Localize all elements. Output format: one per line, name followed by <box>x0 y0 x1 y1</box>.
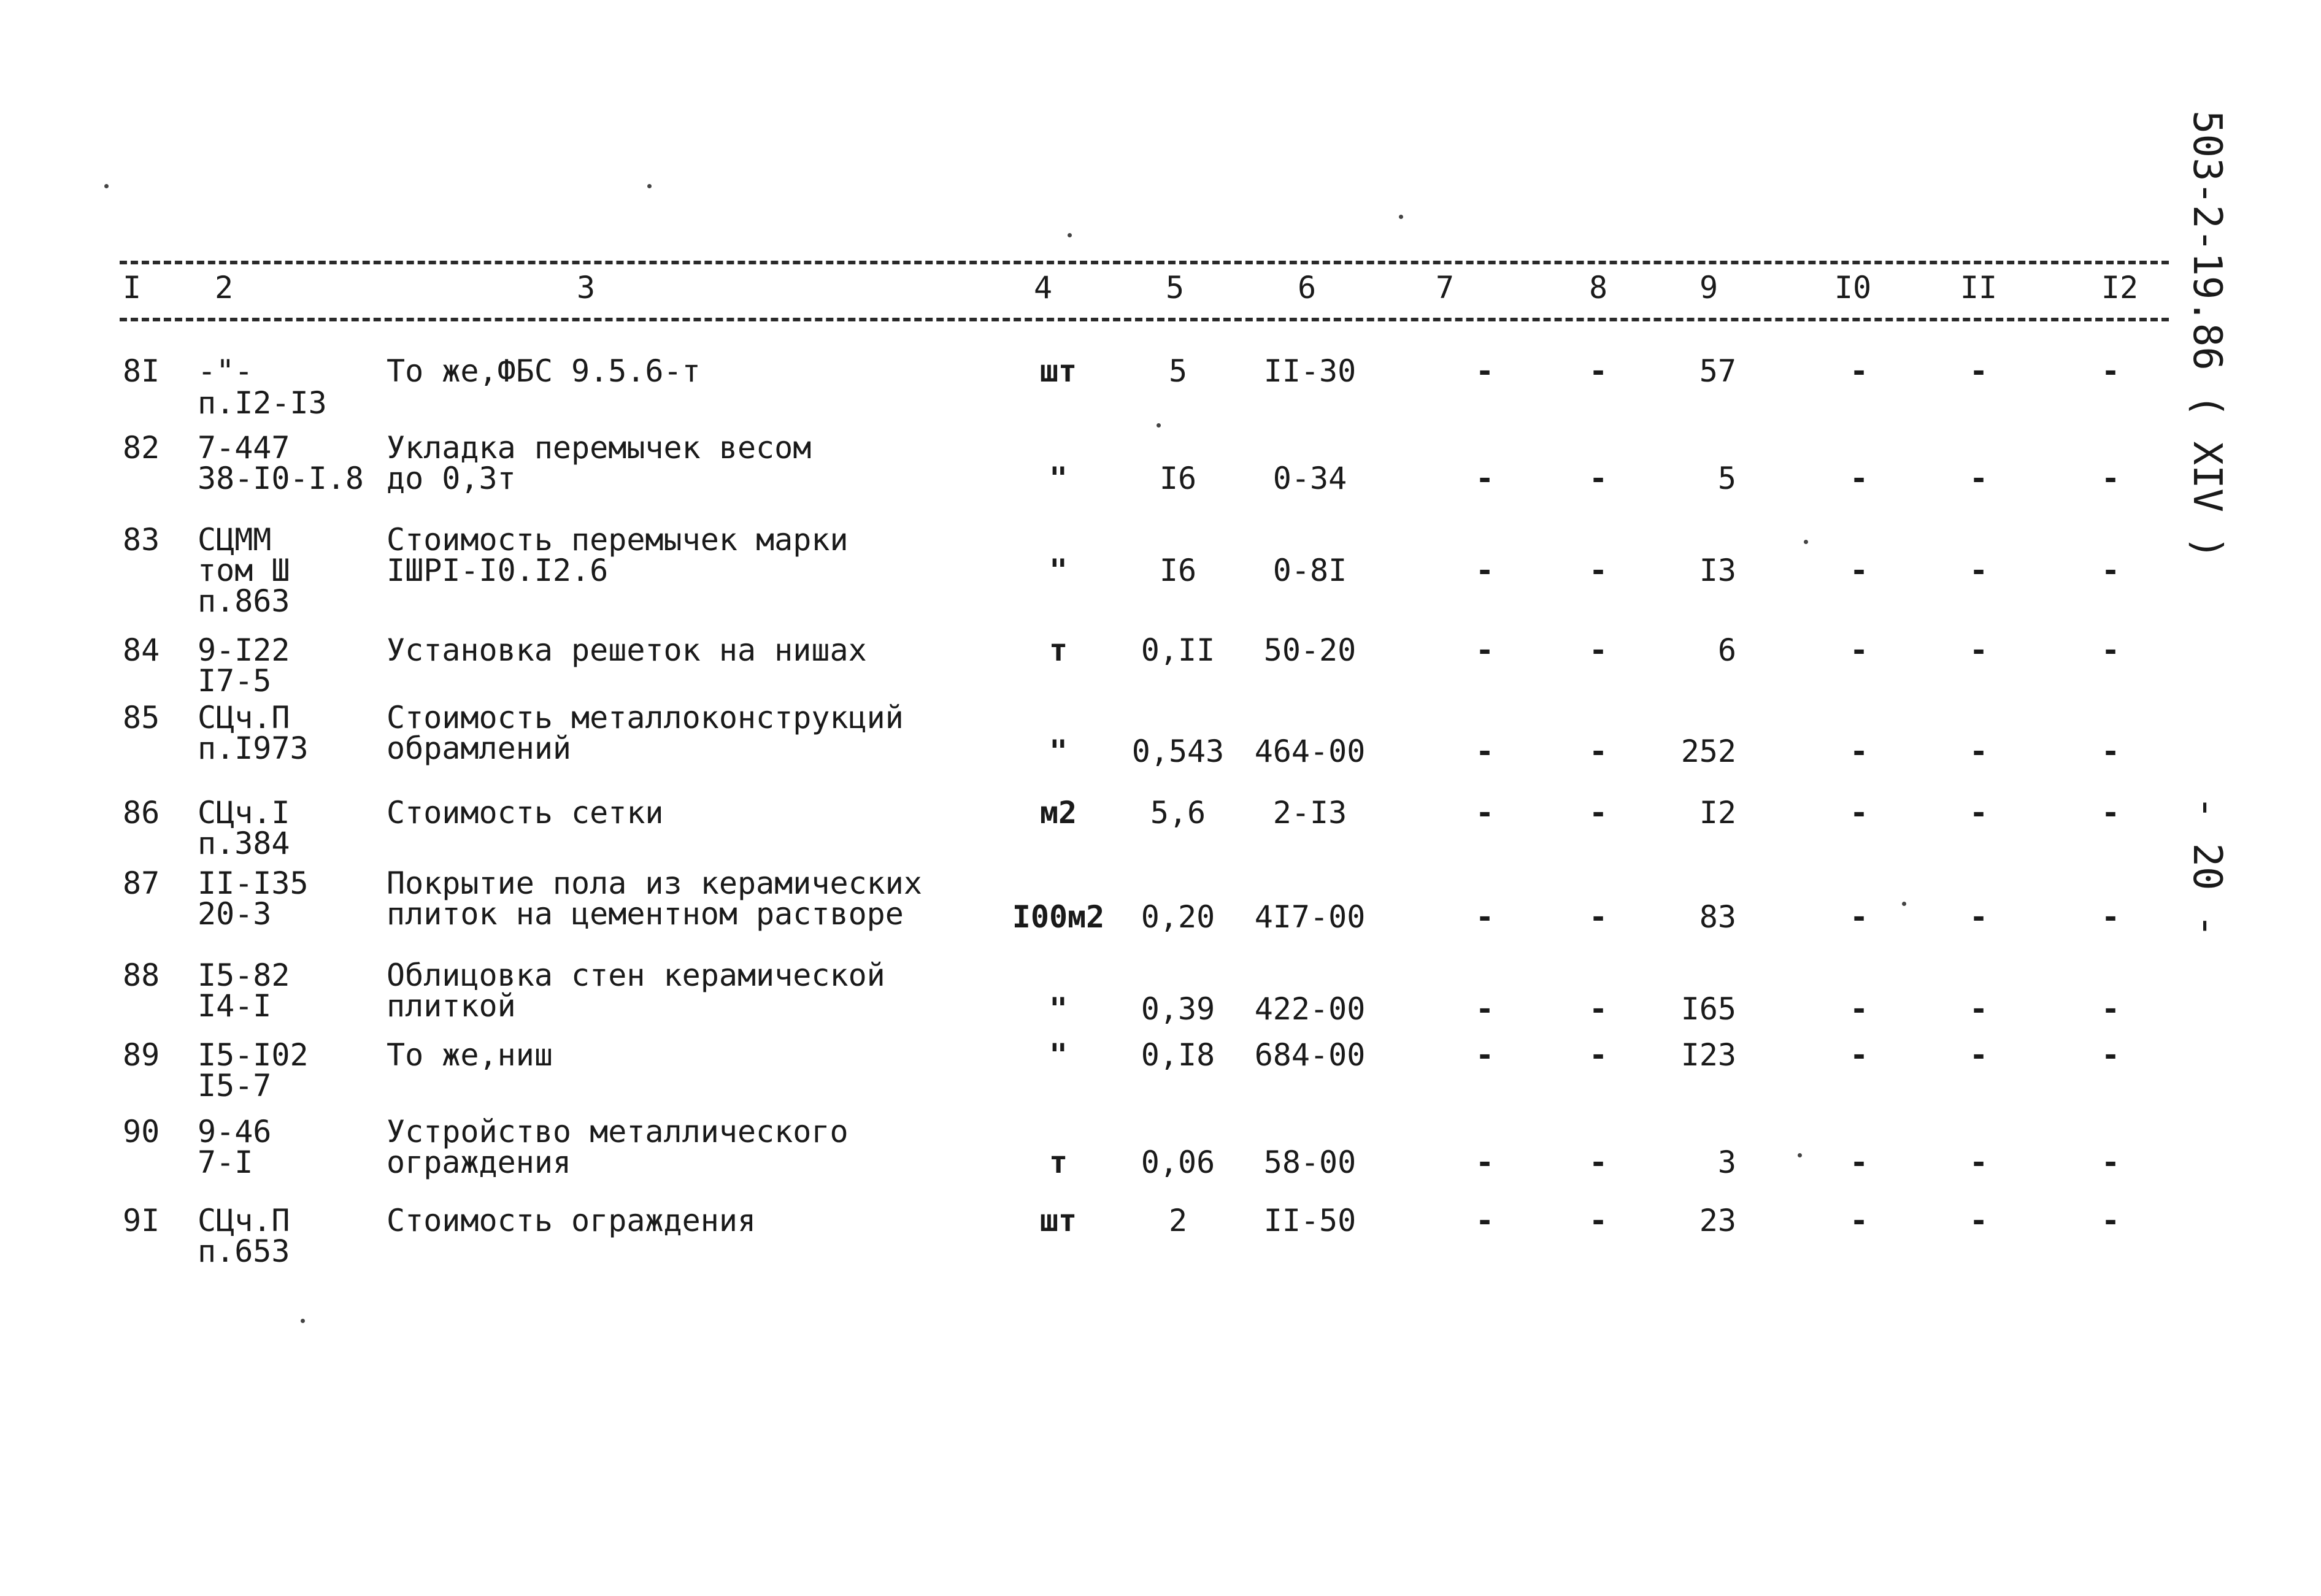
work-description-line1: Стоимость сетки <box>387 795 664 831</box>
total-cost: I3 <box>1699 553 1736 588</box>
quantity: 0,I8 <box>1141 1037 1215 1073</box>
work-description-line1: То же,ниш <box>387 1037 553 1073</box>
norm-code-line1: I5-82 <box>198 957 290 993</box>
col11-value: - <box>1969 734 1988 769</box>
total-cost: 3 <box>1717 1145 1736 1180</box>
norm-code-line2: том Ш <box>198 553 290 588</box>
scan-speck <box>647 184 652 188</box>
col7-value: - <box>1475 1145 1495 1180</box>
unit-price: 0-8I <box>1272 553 1347 588</box>
row-number: 8I <box>123 353 160 389</box>
col12-value: - <box>2101 795 2120 831</box>
unit-of-measure: " <box>1049 1037 1068 1073</box>
norm-code-line1: СЦММ <box>198 522 272 558</box>
norm-code-line2: I5-7 <box>198 1068 272 1103</box>
unit-of-measure: м2 <box>1039 795 1077 831</box>
col10-value: - <box>1849 353 1869 389</box>
total-cost: I2 <box>1699 795 1736 831</box>
column-header-8: 8 <box>1588 270 1608 305</box>
work-description-line2: до 0,3т <box>387 461 516 496</box>
unit-price: 2-I3 <box>1272 795 1347 831</box>
row-number: 82 <box>123 430 160 466</box>
col7-value: - <box>1475 899 1495 935</box>
unit-of-measure: I00м2 <box>1012 899 1105 935</box>
col12-value: - <box>2101 899 2120 935</box>
col11-value: - <box>1969 899 1988 935</box>
col8-value: - <box>1588 353 1608 389</box>
scan-speck <box>301 1319 305 1323</box>
col10-value: - <box>1849 461 1869 496</box>
norm-code-line1: СЦч.I <box>198 795 290 831</box>
column-header-1: I <box>122 270 142 305</box>
work-description-line1: Стоимость ограждения <box>387 1203 756 1238</box>
quantity: 0,II <box>1141 632 1215 668</box>
col11-value: - <box>1969 1203 1988 1238</box>
col8-value: - <box>1588 899 1608 935</box>
col11-value: - <box>1969 795 1988 831</box>
col8-value: - <box>1588 553 1608 588</box>
col8-value: - <box>1588 1037 1608 1073</box>
total-cost: 83 <box>1699 899 1736 935</box>
column-header-11: II <box>1960 270 1998 305</box>
scan-speck <box>1798 1153 1802 1157</box>
norm-code-line1: II-I35 <box>198 865 309 901</box>
col10-value: - <box>1849 734 1869 769</box>
row-number: 87 <box>123 865 160 901</box>
col11-value: - <box>1969 1037 1988 1073</box>
unit-price: II-50 <box>1263 1203 1357 1238</box>
work-description-line2: плиток на цементном растворе <box>387 896 904 932</box>
unit-of-measure: шт <box>1039 1203 1077 1238</box>
unit-of-measure: т <box>1049 632 1068 668</box>
col7-value: - <box>1475 795 1495 831</box>
col8-value: - <box>1588 1203 1608 1238</box>
total-cost: 6 <box>1717 632 1736 668</box>
unit-of-measure: шт <box>1039 353 1077 389</box>
work-description-line1: Установка решеток на нишах <box>387 632 867 668</box>
unit-price: 58-00 <box>1263 1145 1357 1180</box>
col8-value: - <box>1588 632 1608 668</box>
total-cost: I23 <box>1680 1037 1736 1073</box>
unit-of-measure: " <box>1049 991 1068 1027</box>
col7-value: - <box>1475 991 1495 1027</box>
norm-code-line1: 9-46 <box>198 1114 272 1149</box>
col12-value: - <box>2101 1145 2120 1180</box>
work-description-line1: Облицовка стен керамической <box>387 957 885 993</box>
work-description-line2: обрамлений <box>387 731 572 766</box>
unit-of-measure: " <box>1049 553 1068 588</box>
col11-value: - <box>1969 353 1988 389</box>
scan-speck <box>104 184 109 188</box>
col12-value: - <box>2101 734 2120 769</box>
scan-speck <box>1157 423 1161 428</box>
norm-code-line2: 20-3 <box>198 896 272 932</box>
column-header-12: I2 <box>2101 270 2139 305</box>
norm-code-line2: I7-5 <box>198 663 272 699</box>
work-description-line2: плиткой <box>387 988 516 1024</box>
quantity: I6 <box>1159 461 1197 496</box>
column-header-9: 9 <box>1699 270 1719 305</box>
row-number: 83 <box>123 522 160 558</box>
unit-price: 684-00 <box>1254 1037 1366 1073</box>
column-header-10: I0 <box>1834 270 1872 305</box>
work-description-line1: Укладка перемычек весом <box>387 430 812 466</box>
norm-code-line2: п.I973 <box>198 731 309 766</box>
col10-value: - <box>1849 795 1869 831</box>
unit-price: 0-34 <box>1272 461 1347 496</box>
norm-code-line1: 9-I22 <box>198 632 290 668</box>
row-number: 84 <box>123 632 160 668</box>
row-number: 89 <box>123 1037 160 1073</box>
unit-price: 50-20 <box>1263 632 1357 668</box>
norm-code-line2: п.653 <box>198 1233 290 1269</box>
column-header-4: 4 <box>1033 270 1053 305</box>
col10-value: - <box>1849 553 1869 588</box>
norm-code-line2: п.I2-I3 <box>198 385 327 421</box>
work-description-line2: ограждения <box>387 1145 572 1180</box>
unit-price: 4I7-00 <box>1254 899 1366 935</box>
scan-speck <box>1399 215 1403 219</box>
total-cost: 23 <box>1699 1203 1736 1238</box>
header-bottom-rule <box>120 318 2169 321</box>
quantity: 5,6 <box>1150 795 1206 831</box>
norm-code-line1: I5-I02 <box>198 1037 309 1073</box>
work-description-line1: Стоимость металлоконструкций <box>387 700 904 735</box>
scan-speck <box>1068 233 1072 237</box>
row-number: 86 <box>123 795 160 831</box>
total-cost: 5 <box>1717 461 1736 496</box>
col8-value: - <box>1588 795 1608 831</box>
norm-code-line1: 7-447 <box>198 430 290 466</box>
col12-value: - <box>2101 1037 2120 1073</box>
col10-value: - <box>1849 899 1869 935</box>
column-header-6: 6 <box>1297 270 1317 305</box>
column-header-3: 3 <box>576 270 596 305</box>
unit-of-measure: " <box>1049 734 1068 769</box>
col10-value: - <box>1849 1037 1869 1073</box>
col12-value: - <box>2101 353 2120 389</box>
col12-value: - <box>2101 991 2120 1027</box>
document-code-stamp: 503-2-19.86 ( XIV ) - 20 - <box>2184 110 2230 938</box>
col8-value: - <box>1588 461 1608 496</box>
scan-speck <box>1804 540 1808 544</box>
col10-value: - <box>1849 1203 1869 1238</box>
row-number: 88 <box>123 957 160 993</box>
scan-speck <box>1902 902 1906 906</box>
col12-value: - <box>2101 1203 2120 1238</box>
work-description-line2: IШРI-I0.I2.6 <box>387 553 609 588</box>
col7-value: - <box>1475 1203 1495 1238</box>
quantity: I6 <box>1159 553 1197 588</box>
col7-value: - <box>1475 461 1495 496</box>
col8-value: - <box>1588 991 1608 1027</box>
col11-value: - <box>1969 461 1988 496</box>
col11-value: - <box>1969 1145 1988 1180</box>
col7-value: - <box>1475 553 1495 588</box>
col12-value: - <box>2101 461 2120 496</box>
total-cost: 252 <box>1680 734 1736 769</box>
col10-value: - <box>1849 991 1869 1027</box>
quantity: 0,39 <box>1141 991 1215 1027</box>
norm-code-line1: СЦч.П <box>198 700 290 735</box>
row-number: 90 <box>123 1114 160 1149</box>
unit-price: 422-00 <box>1254 991 1366 1027</box>
col7-value: - <box>1475 734 1495 769</box>
norm-code-line2: I4-I <box>198 988 272 1024</box>
norm-code-line2: п.384 <box>198 826 290 861</box>
col7-value: - <box>1475 353 1495 389</box>
quantity: 5 <box>1168 353 1188 389</box>
norm-code-line1: -"- <box>198 353 253 389</box>
col12-value: - <box>2101 632 2120 668</box>
work-description-line1: Стоимость перемычек марки <box>387 522 849 558</box>
col11-value: - <box>1969 991 1988 1027</box>
quantity: 0,20 <box>1141 899 1215 935</box>
total-cost: 57 <box>1699 353 1736 389</box>
header-top-rule <box>120 261 2169 264</box>
row-number: 85 <box>123 700 160 735</box>
column-header-7: 7 <box>1435 270 1455 305</box>
row-number: 9I <box>123 1203 160 1238</box>
column-header-5: 5 <box>1165 270 1185 305</box>
norm-code-line1: СЦч.П <box>198 1203 290 1238</box>
col12-value: - <box>2101 553 2120 588</box>
unit-price: 464-00 <box>1254 734 1366 769</box>
unit-price: II-30 <box>1263 353 1357 389</box>
column-header-2: 2 <box>214 270 234 305</box>
col7-value: - <box>1475 632 1495 668</box>
col7-value: - <box>1475 1037 1495 1073</box>
col11-value: - <box>1969 553 1988 588</box>
work-description-line1: Устройство металлического <box>387 1114 849 1149</box>
work-description-line1: Покрытие пола из керамических <box>387 865 922 901</box>
total-cost: I65 <box>1680 991 1736 1027</box>
norm-code-line2: 7-I <box>198 1145 253 1180</box>
unit-of-measure: т <box>1049 1145 1068 1180</box>
col8-value: - <box>1588 1145 1608 1180</box>
col8-value: - <box>1588 734 1608 769</box>
col11-value: - <box>1969 632 1988 668</box>
col10-value: - <box>1849 1145 1869 1180</box>
col10-value: - <box>1849 632 1869 668</box>
quantity: 2 <box>1168 1203 1188 1238</box>
quantity: 0,06 <box>1141 1145 1215 1180</box>
norm-code-line3: п.863 <box>198 583 290 619</box>
unit-of-measure: " <box>1049 461 1068 496</box>
work-description-line1: То же,ФБС 9.5.6-т <box>387 353 701 389</box>
norm-code-line2: 38-I0-I.8 <box>198 461 364 496</box>
quantity: 0,543 <box>1131 734 1225 769</box>
